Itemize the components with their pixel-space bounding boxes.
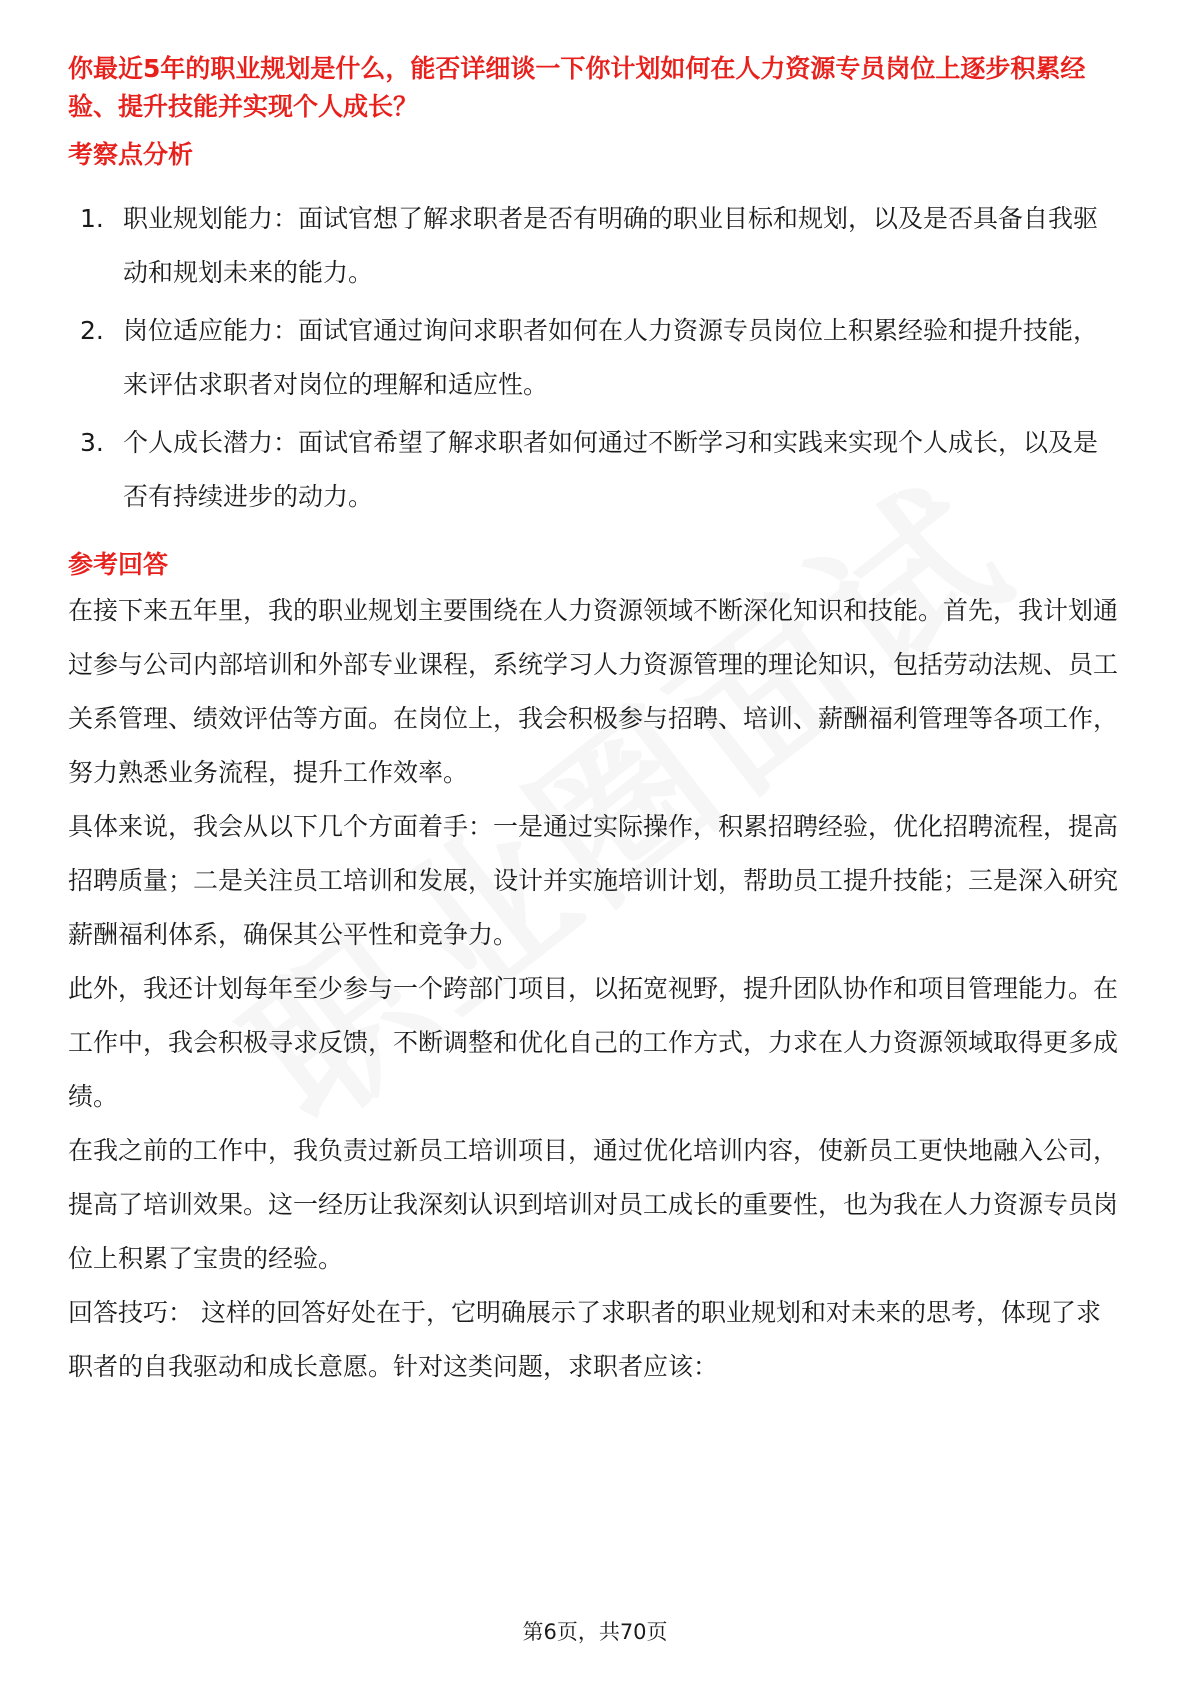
answer-tips-paragraph: 回答技巧： 这样的回答好处在于，它明确展示了求职者的职业规划和对未来的思考，体现了求职者的自我驱动和成长意愿。针对这类问题，求职者应该： [68,1298,1101,1381]
answer-section-title: 参考回答 [68,550,169,579]
analysis-section-title: 考察点分析 [68,140,194,169]
list-item-text: 岗位适应能力：面试官通过询问求职者如何在人力资源专员岗位上积累经验和提升技能，来评估求职者对岗位的理解和适应性。 [123,316,1099,399]
list-item-number: 3. [80,428,104,457]
list-item [68,304,1118,412]
list-item-text: 职业规划能力：面试官想了解求职者是否有明确的职业目标和规划，以及是否具备自我驱动和规划未来的能力。 [123,204,1099,287]
question-heading: 你最近5年的职业规划是什么，能否详细谈一下你计划如何在人力资源专员岗位上逐步积累经验、提升技能并实现个人成长？ [68,54,1086,121]
list-item [68,192,1118,300]
answer-paragraph: 此外，我还计划每年至少参与一个跨部门项目，以拓宽视野，提升团队协作和项目管理能力。在工作中，我会积极寻求反馈，不断调整和优化自己的工作方式，力求在人力资源领域取得更多成绩。 [68,974,1119,1111]
document-page [68,50,1118,1394]
list-item-text: 个人成长潜力：面试官希望了解求职者如何通过不断学习和实践来实现个人成长，以及是否有持续进步的动力。 [123,428,1099,511]
page-number-footer: 第6页，共70页 [522,1620,668,1644]
answer-paragraph: 在我之前的工作中，我负责过新员工培训项目，通过优化培训内容，使新员工更快地融入公司，提高了培训效果。这一经历让我深刻认识到培训对员工成长的重要性，也为我在人力资源专员岗位上积累了宝贵的经验。 [68,1136,1119,1273]
analysis-list [68,192,1118,524]
list-item-number: 1. [80,204,104,233]
answer-paragraph: 具体来说，我会从以下几个方面着手：一是通过实际操作，积累招聘经验，优化招聘流程，提高招聘质量；二是关注员工培训和发展，设计并实施培训计划，帮助员工提升技能；三是深入研究薪酬福利体系，确保其公平性和竞争力。 [68,812,1119,949]
answer-paragraph: 在接下来五年里，我的职业规划主要围绕在人力资源领域不断深化知识和技能。首先，我计划通过参与公司内部培训和外部专业课程，系统学习人力资源管理的理论知识，包括劳动法规、员工关系管理、绩效评估等方面。在岗位上，我会积极参与招聘、培训、薪酬福利管理等各项工作，努力熟悉业务流程，提升工作效率。 [68,596,1119,787]
list-item [68,416,1118,524]
list-item-number: 2. [80,316,104,345]
